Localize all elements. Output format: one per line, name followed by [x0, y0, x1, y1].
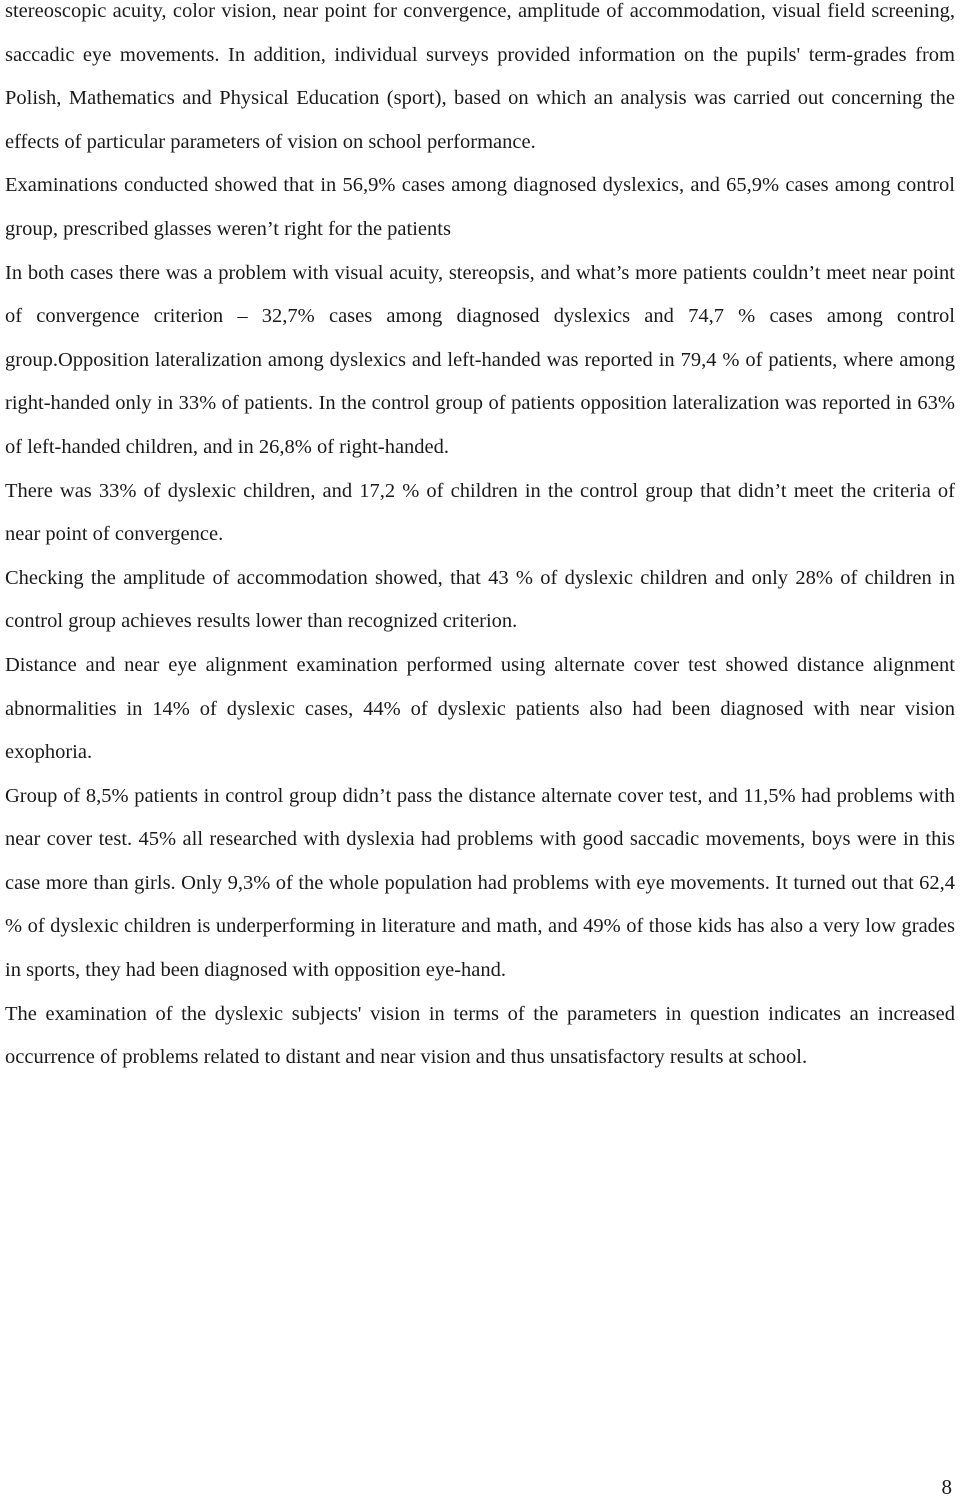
paragraph-lateralization: In both cases there was a problem with visual acuity, stereopsis, and what’s more patients couldn’t meet near point of convergence criterion – 32,7% cases among diagnosed dyslexics and 74,7 % cases among control group.Opposition lateralization among dyslexics and left-handed was reported in 79,4 % of patients, where among right-handed only in 33% of patients. In the control group of patients opposition lateralization was reported in 63% of left-handed children, and in 26,8% of right-handed. — [5, 261, 955, 458]
paragraph-alignment: Distance and near eye alignment examination performed using alternate cover test showed distance alignment abnormalities in 14% of dyslexic cases, 44% of dyslexic patients also had been diagnosed with near vision exophoria. — [5, 653, 955, 764]
paragraph-convergence: There was 33% of dyslexic children, and 17,2 % of children in the control group that didn’t meet the criteria of near point of convergence. — [5, 479, 955, 546]
paragraph-conclusion: The examination of the dyslexic subjects' vision in terms of the parameters in question indicates an increased occurrence of problems related to distant and near vision and thus unsatisfactory results at school. — [5, 1002, 955, 1069]
document-page — [5, 0, 955, 1080]
page-number: 8 — [941, 1475, 952, 1499]
paragraph-control-group: Group of 8,5% patients in control group didn’t pass the distance alternate cover test, and 11,5% had problems with near cover test. 45% all researched with dyslexia had problems with good saccadic movements, boys were in this case more than girls. Only 9,3% of the whole population had problems with eye movements. It turned out that 62,4 % of dyslexic children is underperforming in literature and math, and 49% of those kids has also a very low grades in sports, they had been diagnosed with opposition eye-hand. — [5, 784, 955, 982]
paragraph-methods: stereoscopic acuity, color vision, near point for convergence, amplitude of accommodation, visual field screening, saccadic eye movements. In addition, individual surveys provided information on the pupils' term-grades from Polish, Mathematics and Physical Education (sport), based on which an analysis was carried out concerning the effects of particular parameters of vision on school performance. — [5, 0, 955, 153]
paragraph-glasses: Examinations conducted showed that in 56,9% cases among diagnosed dyslexics, and 65,9% cases among control group, prescribed glasses weren’t right for the patients — [5, 174, 955, 240]
paragraph-accommodation: Checking the amplitude of accommodation showed, that 43 % of dyslexic children and only 28% of children in control group achieves results lower than recognized criterion. — [5, 566, 955, 633]
